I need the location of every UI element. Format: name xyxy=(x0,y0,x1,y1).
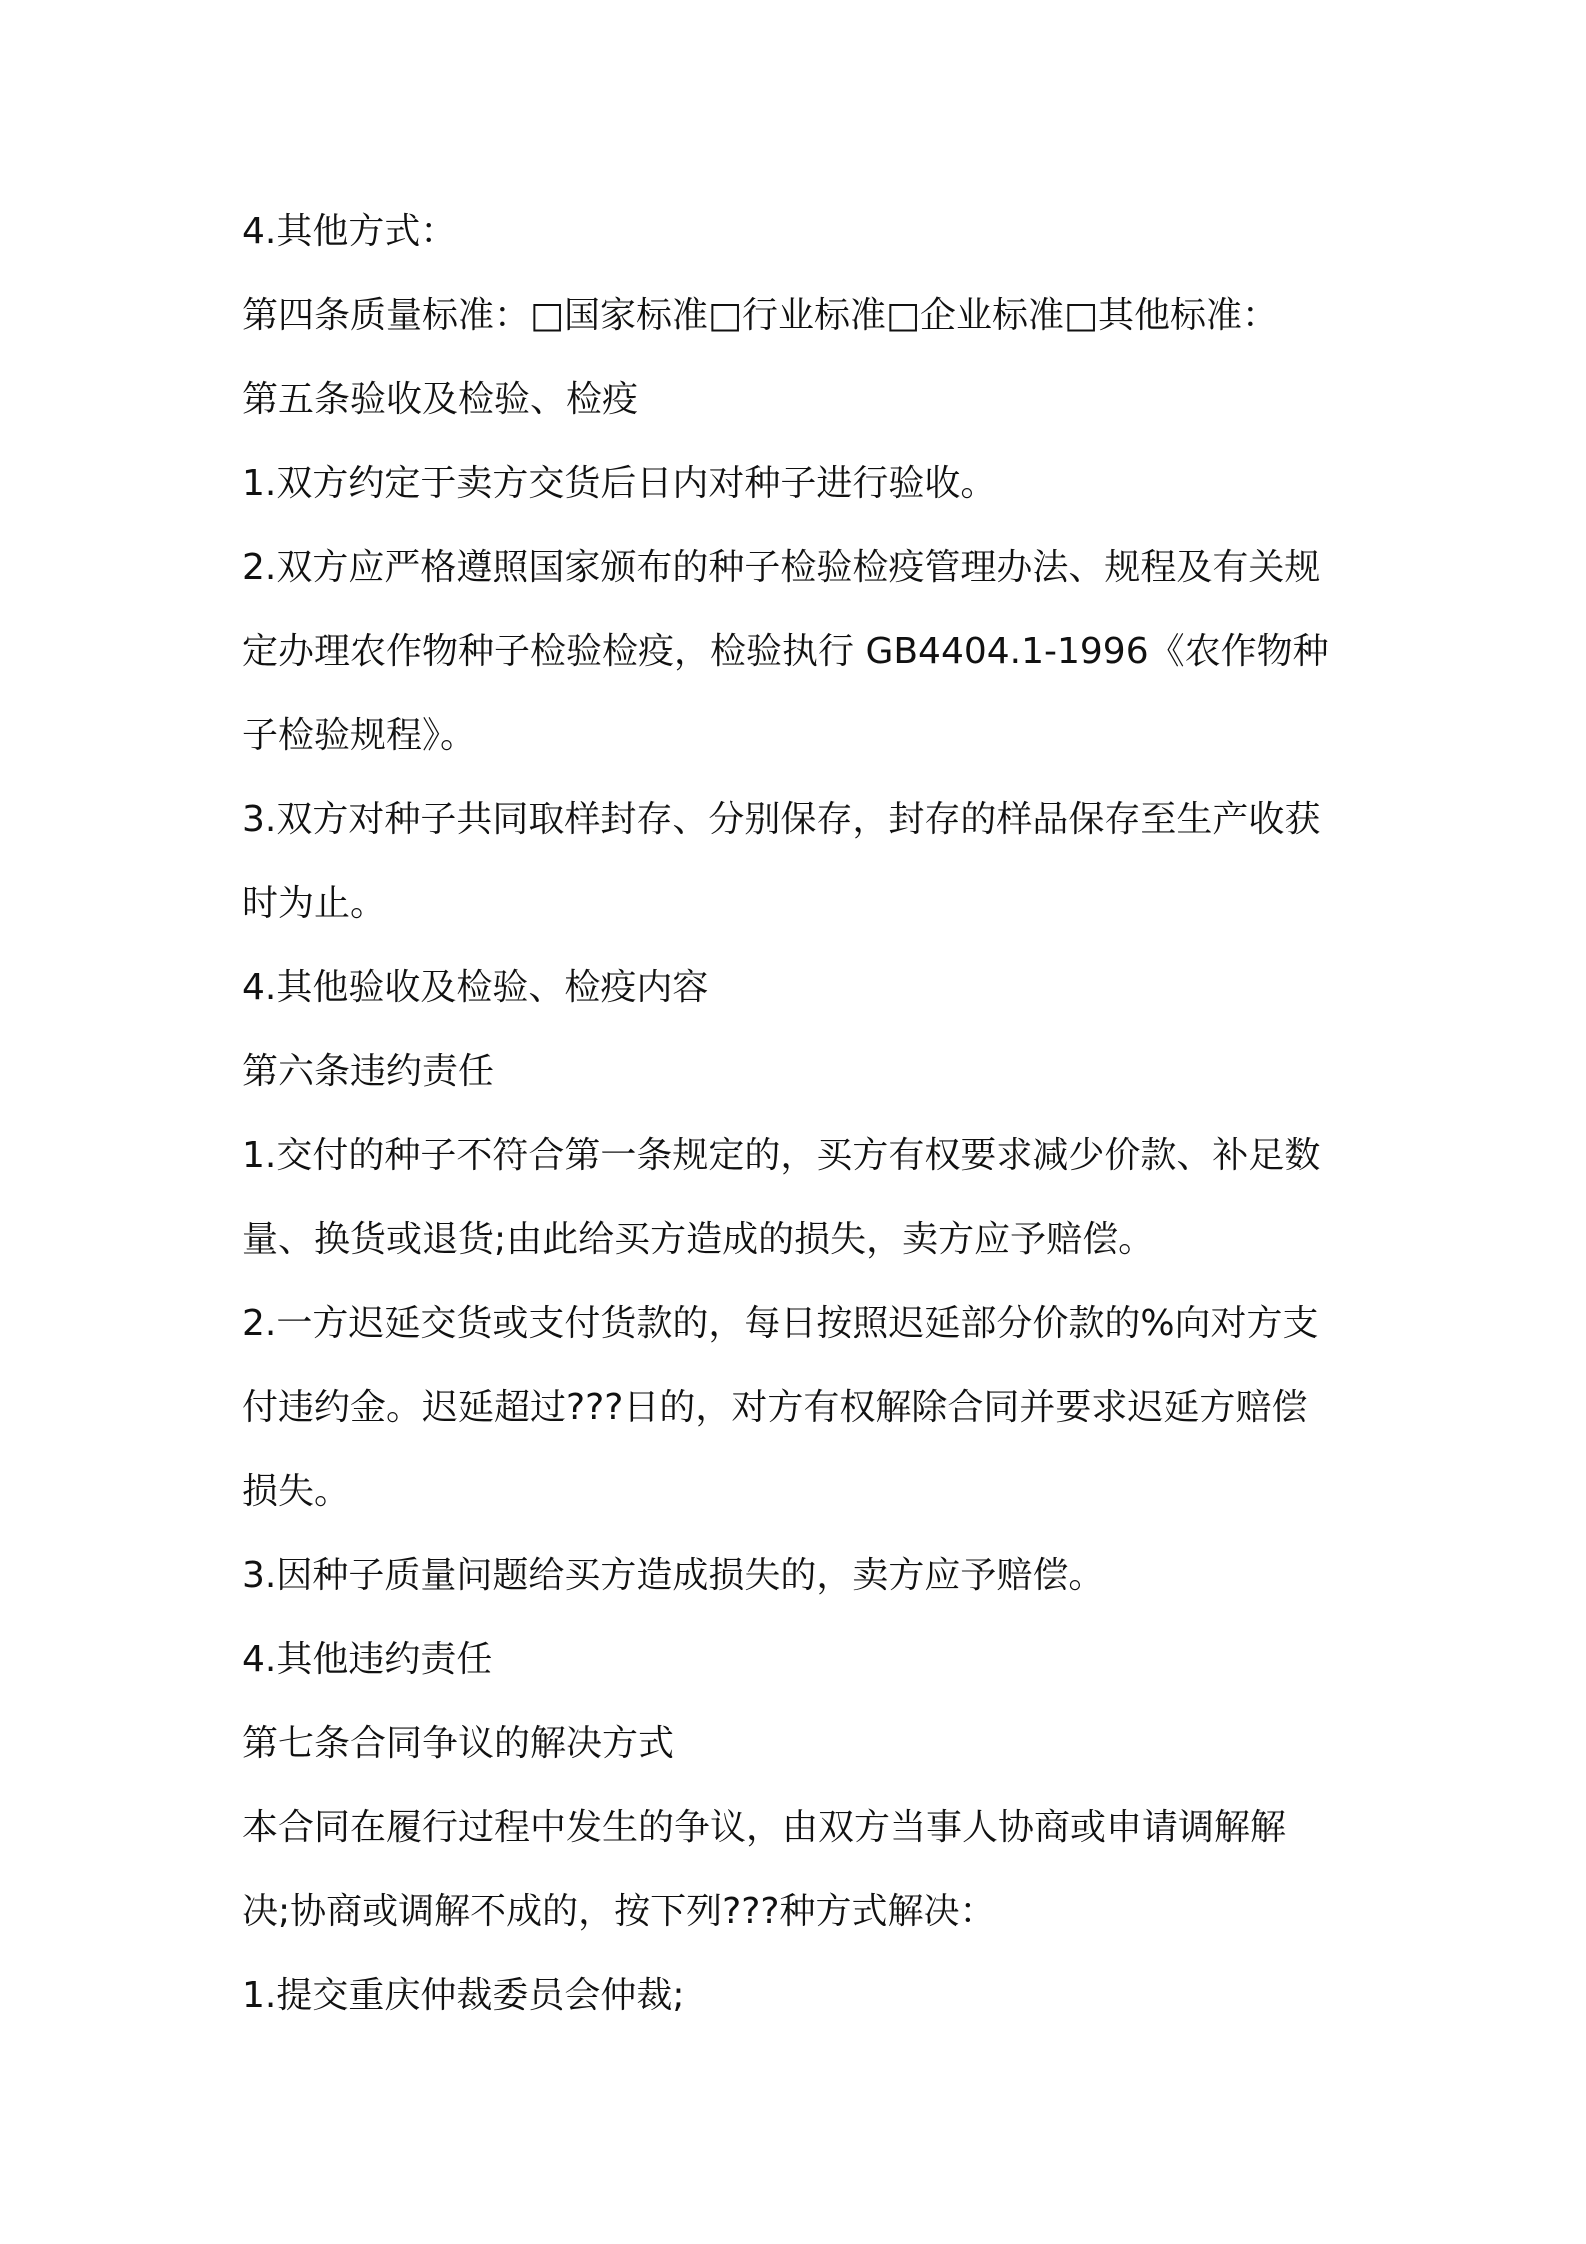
text-line: 第七条合同争议的解决方式 xyxy=(242,1723,675,1764)
text-line: 量、换货或退货;由此给买方造成的损失，卖方应予赔偿。 xyxy=(242,1219,1155,1260)
text-line: 2.一方迟延交货或支付货款的，每日按照迟延部分价款的%向对方支 xyxy=(242,1303,1319,1344)
text-line: 4.其他方式： xyxy=(242,211,457,252)
text-line: 3.因种子质量问题给买方造成损失的，卖方应予赔偿。 xyxy=(242,1555,1105,1596)
text-line: 1.双方约定于卖方交货后日内对种子进行验收。 xyxy=(242,463,997,504)
text-line: 1.提交重庆仲裁委员会仲裁; xyxy=(242,1975,685,2016)
text-line: 2.双方应严格遵照国家颁布的种子检验检疫管理办法、规程及有关规 xyxy=(242,547,1321,588)
document-body xyxy=(242,190,1372,2038)
text-line: 本合同在履行过程中发生的争议，由双方当事人协商或申请调解解 xyxy=(242,1807,1287,1848)
text-line: 3.双方对种子共同取样封存、分别保存，封存的样品保存至生产收获 xyxy=(242,799,1321,840)
text-line: 1.交付的种子不符合第一条规定的，买方有权要求减少价款、补足数 xyxy=(242,1135,1321,1176)
text-line: 付违约金。迟延超过???日的，对方有权解除合同并要求迟延方赔偿 xyxy=(242,1387,1308,1428)
text-line: 子检验规程》。 xyxy=(242,715,477,756)
text-line: 决;协商或调解不成的，按下列???种方式解决： xyxy=(242,1891,996,1932)
text-line: 定办理农作物种子检验检疫，检验执行 GB4404.1-1996《农作物种 xyxy=(242,631,1329,672)
text-line: 第五条验收及检验、检疫 xyxy=(242,379,639,420)
text-line: 第六条违约责任 xyxy=(242,1051,495,1092)
text-line: 第四条质量标准：□国家标准□行业标准□企业标准□其他标准： xyxy=(242,295,1279,336)
text-line: 损失。 xyxy=(242,1471,351,1512)
text-line: 时为止。 xyxy=(242,883,387,924)
text-line: 4.其他验收及检验、检疫内容 xyxy=(242,967,709,1008)
text-line: 4.其他违约责任 xyxy=(242,1639,493,1680)
